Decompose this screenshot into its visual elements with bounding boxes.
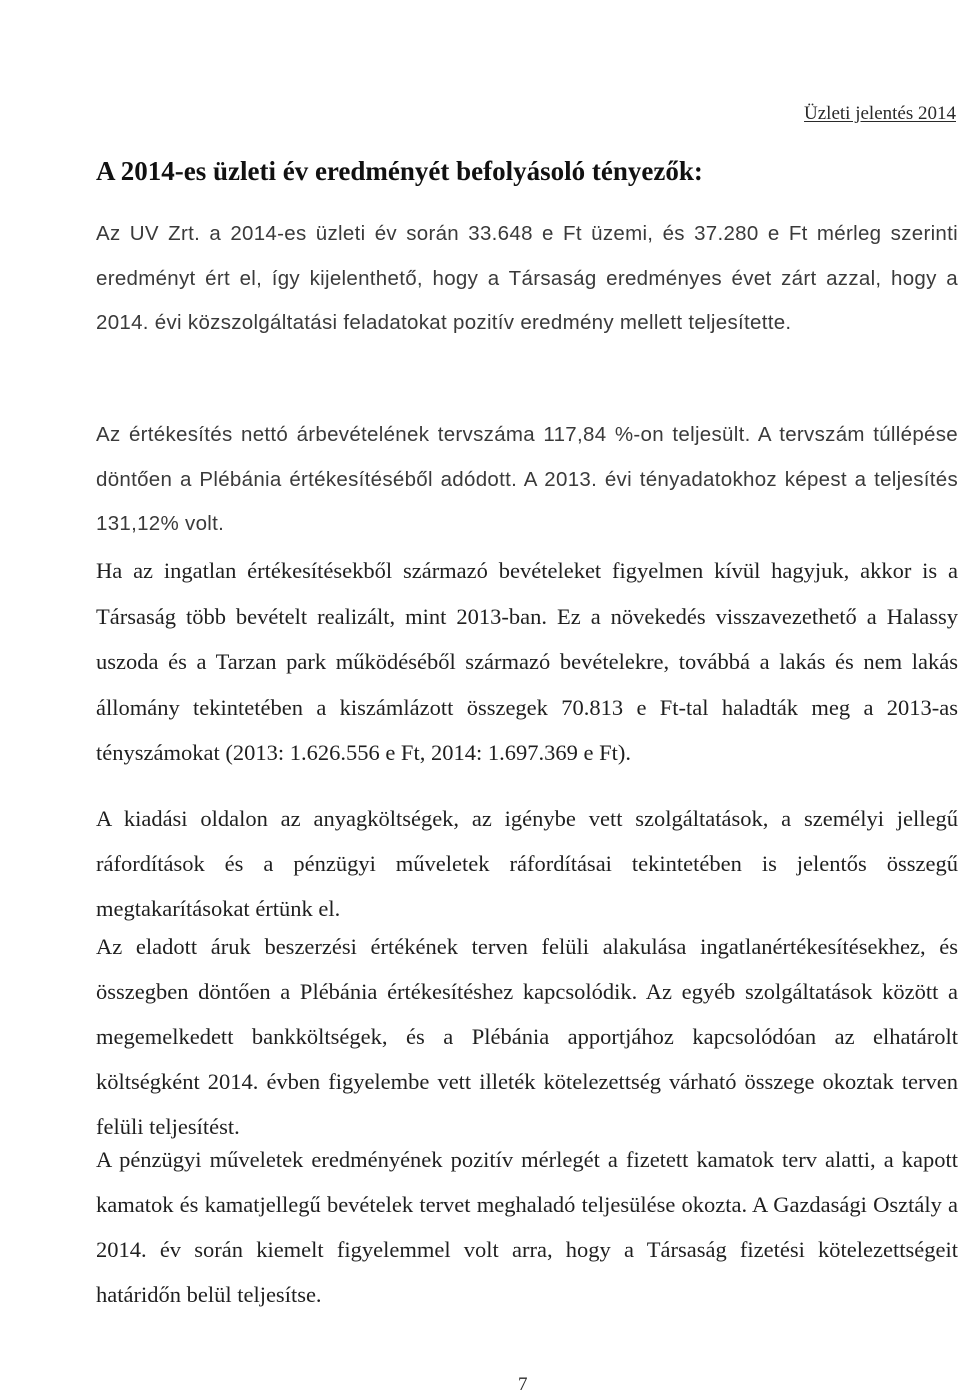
- paragraph-financial-result: A pénzügyi műveletek eredményének pozitív mérlegét a fizetett kamatok terv alatti, a kapott kamatok és kamatjellegű bevételek tervet meghaladó teljesülése okozta. A Gazdasági Osztály a 2014. év során kiemelt figyelemmel volt arra, hogy a Társaság fizetési kötelezettségeit határidőn belül teljesítse.: [96, 1147, 958, 1307]
- section-title: A 2014-es üzleti év eredményét befolyásoló tényezők:: [96, 156, 703, 186]
- paragraph-revenue-growth: Ha az ingatlan értékesítésekből származó bevételeket figyelmen kívül hagyjuk, akkor is a Társaság több bevételt realizált, mint 2013-ban. Ez a növekedés visszavezethető a Halassy uszoda és a Tarzan park működéséből származó bevételekre, továbbá a lakás és nem lakás állomány tekintetében a kiszámlázott összegek 70.813 e Ft-tal haladták meg a 2013-as tényszámokat (2013: 1.626.556 e Ft, 2014: 1.697.369 e Ft).: [96, 558, 958, 765]
- report-header: Üzleti jelentés 2014: [804, 103, 956, 124]
- paragraph-cost-of-goods: Az eladott áruk beszerzési értékének terven felüli alakulása ingatlanértékesítésekhez, és összegben döntően a Plébánia értékesítéshez kapcsolódik. Az egyéb szolgáltatások között a megemelkedett bankköltségek, és a Plébánia apportjához kapcsolódóan az elhatárolt költségként 2014. évben figyelembe vett illeték kötelezettség várható összege okoztak terven felüli teljesítést.: [96, 934, 958, 1139]
- page-number: 7: [518, 1374, 528, 1395]
- paragraph-sales-revenue: Az értékesítés nettó árbevételének tervszáma 117,84 %-on teljesült. A tervszám túllépése döntően a Plébánia értékesítéséből adódott. A 2013. évi tényadatokhoz képest a teljesítés 131,12% volt.: [96, 423, 958, 535]
- paragraph-operating-result: Az UV Zrt. a 2014-es üzleti év során 33.648 e Ft üzemi, és 37.280 e Ft mérleg szerinti eredményt ért el, így kijelenthető, hogy a Társaság eredményes évet zárt azzal, hogy a 2014. évi közszolgáltatási feladatokat pozitív eredmény mellett teljesítette.: [96, 222, 958, 334]
- paragraph-expense-savings: A kiadási oldalon az anyagköltségek, az igénybe vett szolgáltatások, a személyi jellegű ráfordítások és a pénzügyi műveletek ráfordításai tekintetében is jelentős összegű megtakarításokat értünk el.: [96, 806, 958, 921]
